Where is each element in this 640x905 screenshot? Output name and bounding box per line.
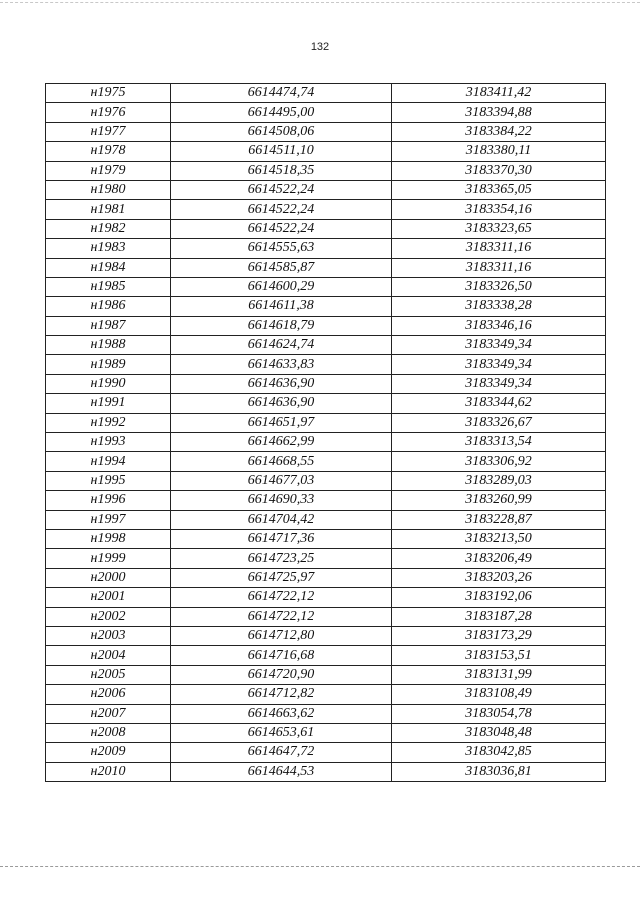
top-divider <box>0 2 640 3</box>
x-coordinate-cell: 6614636,90 <box>171 394 392 413</box>
point-id-cell: н1986 <box>46 297 171 316</box>
x-coordinate-cell: 6614651,97 <box>171 413 392 432</box>
table-row <box>46 433 606 452</box>
y-coordinate-cell: 3183306,92 <box>392 452 606 471</box>
x-coordinate-cell: 6614522,24 <box>171 200 392 219</box>
y-coordinate-cell: 3183311,16 <box>392 258 606 277</box>
y-coordinate-cell: 3183354,16 <box>392 200 606 219</box>
point-id-cell: н1977 <box>46 122 171 141</box>
x-coordinate-cell: 6614722,12 <box>171 588 392 607</box>
table-row <box>46 84 606 103</box>
y-coordinate-cell: 3183349,34 <box>392 355 606 374</box>
y-coordinate-cell: 3183411,42 <box>392 84 606 103</box>
table-row <box>46 258 606 277</box>
point-id-cell: н1985 <box>46 277 171 296</box>
x-coordinate-cell: 6614555,63 <box>171 239 392 258</box>
point-id-cell: н2007 <box>46 704 171 723</box>
x-coordinate-cell: 6614611,38 <box>171 297 392 316</box>
y-coordinate-cell: 3183187,28 <box>392 607 606 626</box>
point-id-cell: н2002 <box>46 607 171 626</box>
table-row <box>46 471 606 490</box>
table-row <box>46 685 606 704</box>
y-coordinate-cell: 3183042,85 <box>392 743 606 762</box>
table-row <box>46 549 606 568</box>
coordinates-table-body <box>46 84 606 782</box>
y-coordinate-cell: 3183203,26 <box>392 568 606 587</box>
x-coordinate-cell: 6614518,35 <box>171 161 392 180</box>
x-coordinate-cell: 6614723,25 <box>171 549 392 568</box>
table-row <box>46 646 606 665</box>
x-coordinate-cell: 6614644,53 <box>171 762 392 781</box>
table-row <box>46 239 606 258</box>
x-coordinate-cell: 6614663,62 <box>171 704 392 723</box>
table-row <box>46 743 606 762</box>
x-coordinate-cell: 6614717,36 <box>171 529 392 548</box>
point-id-cell: н1994 <box>46 452 171 471</box>
table-row <box>46 200 606 219</box>
x-coordinate-cell: 6614633,83 <box>171 355 392 374</box>
table-row <box>46 277 606 296</box>
x-coordinate-cell: 6614716,68 <box>171 646 392 665</box>
y-coordinate-cell: 3183260,99 <box>392 491 606 510</box>
table-row <box>46 161 606 180</box>
point-id-cell: н1983 <box>46 239 171 258</box>
point-id-cell: н1999 <box>46 549 171 568</box>
point-id-cell: н1996 <box>46 491 171 510</box>
point-id-cell: н1982 <box>46 219 171 238</box>
x-coordinate-cell: 6614662,99 <box>171 433 392 452</box>
x-coordinate-cell: 6614522,24 <box>171 219 392 238</box>
y-coordinate-cell: 3183326,50 <box>392 277 606 296</box>
table-row <box>46 413 606 432</box>
table-row <box>46 219 606 238</box>
point-id-cell: н1993 <box>46 433 171 452</box>
y-coordinate-cell: 3183131,99 <box>392 665 606 684</box>
table-row <box>46 723 606 742</box>
y-coordinate-cell: 3183313,54 <box>392 433 606 452</box>
table-row <box>46 762 606 781</box>
page-number: 132 <box>310 41 330 53</box>
x-coordinate-cell: 6614668,55 <box>171 452 392 471</box>
y-coordinate-cell: 3183346,16 <box>392 316 606 335</box>
point-id-cell: н1988 <box>46 336 171 355</box>
point-id-cell: н1998 <box>46 529 171 548</box>
y-coordinate-cell: 3183213,50 <box>392 529 606 548</box>
x-coordinate-cell: 6614653,61 <box>171 723 392 742</box>
point-id-cell: н1978 <box>46 142 171 161</box>
point-id-cell: н1990 <box>46 374 171 393</box>
x-coordinate-cell: 6614600,29 <box>171 277 392 296</box>
y-coordinate-cell: 3183036,81 <box>392 762 606 781</box>
x-coordinate-cell: 6614508,06 <box>171 122 392 141</box>
x-coordinate-cell: 6614511,10 <box>171 142 392 161</box>
point-id-cell: н1995 <box>46 471 171 490</box>
y-coordinate-cell: 3183206,49 <box>392 549 606 568</box>
bottom-divider <box>0 866 640 867</box>
y-coordinate-cell: 3183326,67 <box>392 413 606 432</box>
y-coordinate-cell: 3183228,87 <box>392 510 606 529</box>
point-id-cell: н1992 <box>46 413 171 432</box>
point-id-cell: н1979 <box>46 161 171 180</box>
point-id-cell: н2003 <box>46 626 171 645</box>
y-coordinate-cell: 3183380,11 <box>392 142 606 161</box>
x-coordinate-cell: 6614647,72 <box>171 743 392 762</box>
y-coordinate-cell: 3183338,28 <box>392 297 606 316</box>
point-id-cell: н1984 <box>46 258 171 277</box>
point-id-cell: н2000 <box>46 568 171 587</box>
x-coordinate-cell: 6614725,97 <box>171 568 392 587</box>
x-coordinate-cell: 6614712,82 <box>171 685 392 704</box>
point-id-cell: н2010 <box>46 762 171 781</box>
x-coordinate-cell: 6614690,33 <box>171 491 392 510</box>
table-row <box>46 180 606 199</box>
point-id-cell: н2001 <box>46 588 171 607</box>
point-id-cell: н1980 <box>46 180 171 199</box>
table-row <box>46 491 606 510</box>
table-row <box>46 665 606 684</box>
point-id-cell: н1976 <box>46 103 171 122</box>
point-id-cell: н1981 <box>46 200 171 219</box>
x-coordinate-cell: 6614495,00 <box>171 103 392 122</box>
y-coordinate-cell: 3183153,51 <box>392 646 606 665</box>
point-id-cell: н2009 <box>46 743 171 762</box>
x-coordinate-cell: 6614474,74 <box>171 84 392 103</box>
point-id-cell: н1987 <box>46 316 171 335</box>
y-coordinate-cell: 3183394,88 <box>392 103 606 122</box>
x-coordinate-cell: 6614618,79 <box>171 316 392 335</box>
point-id-cell: н1991 <box>46 394 171 413</box>
y-coordinate-cell: 3183365,05 <box>392 180 606 199</box>
point-id-cell: н2004 <box>46 646 171 665</box>
y-coordinate-cell: 3183323,65 <box>392 219 606 238</box>
table-row <box>46 142 606 161</box>
y-coordinate-cell: 3183384,22 <box>392 122 606 141</box>
table-row <box>46 122 606 141</box>
x-coordinate-cell: 6614720,90 <box>171 665 392 684</box>
y-coordinate-cell: 3183311,16 <box>392 239 606 258</box>
table-row <box>46 626 606 645</box>
coordinates-table <box>45 83 606 782</box>
x-coordinate-cell: 6614522,24 <box>171 180 392 199</box>
table-row <box>46 316 606 335</box>
table-row <box>46 607 606 626</box>
table-row <box>46 103 606 122</box>
y-coordinate-cell: 3183048,48 <box>392 723 606 742</box>
y-coordinate-cell: 3183349,34 <box>392 374 606 393</box>
table-row <box>46 297 606 316</box>
table-row <box>46 704 606 723</box>
table-row <box>46 529 606 548</box>
point-id-cell: н1989 <box>46 355 171 374</box>
table-row <box>46 568 606 587</box>
table-row <box>46 374 606 393</box>
y-coordinate-cell: 3183173,29 <box>392 626 606 645</box>
x-coordinate-cell: 6614624,74 <box>171 336 392 355</box>
table-row <box>46 355 606 374</box>
y-coordinate-cell: 3183370,30 <box>392 161 606 180</box>
x-coordinate-cell: 6614636,90 <box>171 374 392 393</box>
y-coordinate-cell: 3183054,78 <box>392 704 606 723</box>
x-coordinate-cell: 6614722,12 <box>171 607 392 626</box>
x-coordinate-cell: 6614677,03 <box>171 471 392 490</box>
point-id-cell: н2005 <box>46 665 171 684</box>
y-coordinate-cell: 3183289,03 <box>392 471 606 490</box>
table-row <box>46 452 606 471</box>
y-coordinate-cell: 3183349,34 <box>392 336 606 355</box>
y-coordinate-cell: 3183344,62 <box>392 394 606 413</box>
y-coordinate-cell: 3183108,49 <box>392 685 606 704</box>
x-coordinate-cell: 6614585,87 <box>171 258 392 277</box>
point-id-cell: н2006 <box>46 685 171 704</box>
x-coordinate-cell: 6614712,80 <box>171 626 392 645</box>
table-row <box>46 510 606 529</box>
point-id-cell: н1975 <box>46 84 171 103</box>
point-id-cell: н1997 <box>46 510 171 529</box>
table-row <box>46 588 606 607</box>
y-coordinate-cell: 3183192,06 <box>392 588 606 607</box>
x-coordinate-cell: 6614704,42 <box>171 510 392 529</box>
point-id-cell: н2008 <box>46 723 171 742</box>
table-row <box>46 394 606 413</box>
table-row <box>46 336 606 355</box>
